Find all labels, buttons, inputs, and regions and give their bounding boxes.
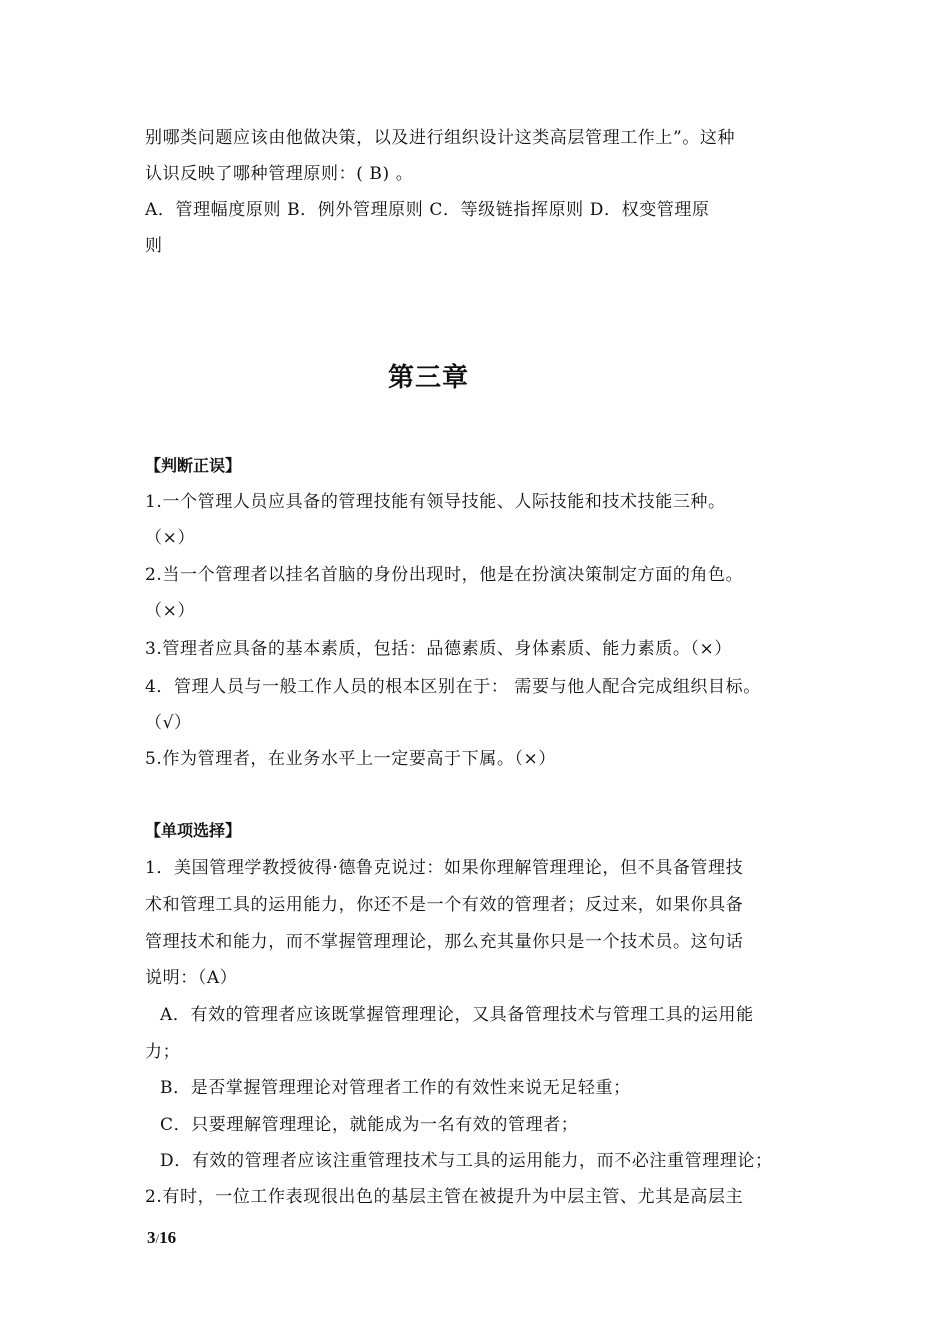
tf-line-4: （×）	[145, 601, 196, 621]
current-page: 3	[147, 1228, 156, 1247]
tf-line-5: 3.管理者应具备的基本素质，包括：品德素质、身体素质、能力素质。（×）	[145, 639, 732, 659]
q1-line-4: 说明：（A）	[145, 968, 238, 988]
tf-line-3: 2.当一个管理者以挂名首脑的身份出现时，他是在扮演决策制定方面的角色。	[145, 565, 744, 585]
total-pages: 16	[159, 1228, 177, 1247]
prev-question-options-wrap: 则	[145, 236, 163, 256]
q1-option-c: C．只要理解管理理论，就能成为一名有效的管理者；	[160, 1115, 579, 1135]
chapter-title: 第三章	[388, 363, 470, 393]
tf-line-1: 1.一个管理人员应具备的管理技能有领导技能、人际技能和技术技能三种。	[145, 492, 726, 512]
q2-line-1: 2.有时，一位工作表现很出色的基层主管在被提升为中层主管、尤其是高层主	[145, 1187, 744, 1207]
q1-option-b: B．是否掌握管理理论对管理者工作的有效性来说无足轻重；	[160, 1078, 631, 1098]
true-false-header: 【判断正误】	[145, 456, 242, 475]
q1-option-d: D．有效的管理者应该注重管理技术与工具的运用能力，而不必注重管理理论；	[160, 1151, 773, 1171]
single-choice-header: 【单项选择】	[145, 821, 242, 840]
q1-line-3: 管理技术和能力，而不掌握管理理论，那么充其量你只是一个技术员。这句话	[145, 932, 744, 952]
tf-line-8: 5.作为管理者，在业务水平上一定要高于下属。（×）	[145, 749, 556, 769]
q1-option-a: A．有效的管理者应该既掌握管理理论，又具备管理技术与管理工具的运用能	[160, 1005, 754, 1025]
tf-line-6: 4．管理人员与一般工作人员的根本区别在于： 需要与他人配合完成组织目标。	[145, 677, 761, 697]
page-separator: /	[155, 1231, 160, 1246]
tf-line-2: （×）	[145, 528, 196, 548]
q1-option-a-wrap: 力；	[145, 1042, 181, 1062]
prev-question-options: A．管理幅度原则 B．例外管理原则 C．等级链指挥原则 D．权变管理原	[145, 200, 710, 220]
q1-line-2: 术和管理工具的运用能力，你还不是一个有效的管理者；反过来，如果你具备	[145, 895, 744, 915]
q1-line-1: 1．美国管理学教授彼得·德鲁克说过：如果你理解管理理论，但不具备管理技	[145, 858, 744, 878]
prev-question-line-2: 认识反映了哪种管理原则：( B) 。	[145, 164, 414, 184]
prev-question-line-1: 别哪类问题应该由他做决策，以及进行组织设计这类高层管理工作上”。这种	[145, 128, 736, 148]
page-number	[147, 1227, 176, 1250]
tf-line-7: （√）	[145, 713, 192, 733]
